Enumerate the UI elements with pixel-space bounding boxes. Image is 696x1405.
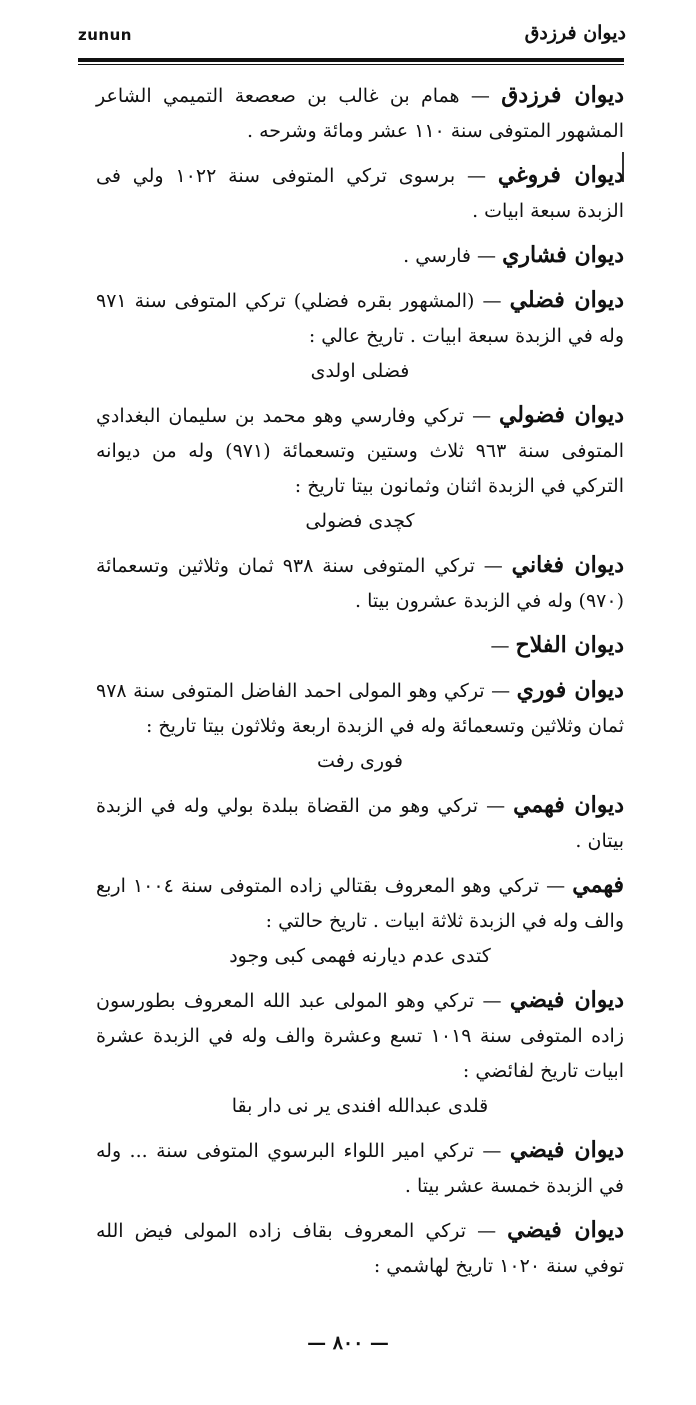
dictionary-entry: [96, 158, 624, 229]
entry-paragraph: [96, 78, 624, 149]
entry-headword: ديوان فيضي: [509, 987, 624, 1013]
entry-verse: قلدى عبدالله افندى ير نى دار بقا: [231, 1095, 489, 1117]
entry-text: — تركي وفارسي وهو محمد بن سليمان البغدادي المتوفى سنة ٩٦٣ ثلاث وستين وتسعمائة (٩٧١) وله من ديوانه التركي في الزبدة اثنان وثمانون بيتا تاريخ :: [96, 405, 625, 497]
entry-headword: ديوان فوري: [516, 677, 624, 703]
entry-text: — برسوى تركي المتوفى سنة ١٠٢٢ ولي فى الزبدة سبعة ابيات .: [96, 165, 624, 222]
entry-paragraph: [96, 628, 624, 664]
entry-verse: فضلى اولدى: [310, 360, 410, 382]
running-header: [70, 22, 626, 52]
dictionary-entry: [96, 238, 624, 274]
entry-headword: ديوان فرزدق: [501, 82, 624, 108]
entry-text: — تركي المعروف بقاف زاده المولى فيض الله توفي سنة ١٠٢٠ تاريخ لهاشمي :: [96, 1220, 624, 1277]
entry-paragraph: [96, 788, 624, 859]
entry-headword: ديوان فشاري: [502, 242, 624, 268]
dictionary-entry: [96, 398, 624, 539]
dictionary-entry: [96, 868, 624, 974]
dictionary-entry: [96, 1133, 624, 1204]
entry-verse: فورى رفت: [317, 750, 403, 772]
entry-paragraph: [96, 868, 624, 939]
entry-text: — فارسي .: [403, 245, 503, 267]
entry-headword: ديوان فهمي: [513, 792, 624, 818]
entry-text: — تركي وهو المعروف بقتالي زاده المتوفى سنة ١٠٠٤ اربع والف وله في الزبدة ثلاثة ابيات . تاريخ حالتي :: [96, 875, 624, 932]
entry-headword: ديوان فروغي: [497, 162, 624, 188]
entry-headword: ديوان فضلي: [509, 287, 624, 313]
entry-paragraph: [96, 238, 624, 274]
entry-paragraph: [96, 1213, 624, 1284]
entry-paragraph: [96, 1133, 624, 1204]
entry-headword: ديوان فغاني: [511, 552, 624, 578]
entry-text: — تركي وهو المولى عبد الله المعروف بطورسون زاده المتوفى سنة ١٠١٩ تسع وعشرة والف وله في الزبدة عشرة ابيات تاريخ لفائضي :: [96, 990, 624, 1082]
entry-paragraph: [96, 548, 624, 619]
dictionary-entry: [96, 983, 624, 1124]
entry-text: — تركي وهو المولى احمد الفاضل المتوفى سنة ٩٧٨ ثمان وثلاثين وتسعمائة وله في الزبدة اربعة وثلاثون بيتا تاريخ :: [96, 680, 624, 737]
entry-verse: كچدى فضولى: [305, 510, 415, 532]
entry-paragraph: [96, 283, 624, 354]
dictionary-entry: [96, 628, 624, 664]
entry-headword: ديوان الفلاح: [515, 632, 624, 658]
entry-paragraph: [96, 673, 624, 744]
entry-headword: فهمي: [572, 872, 624, 898]
entry-headword: ديوان فضولي: [498, 402, 624, 428]
dictionary-entry: [96, 283, 624, 389]
entry-text: — همام بن غالب بن صعصعة التميمي الشاعر المشهور المتوفى سنة ١١٠ عشر ومائة وشرحه .: [96, 85, 624, 142]
dictionary-entry: [96, 548, 624, 619]
entry-text: — تركي وهو من القضاة ببلدة بولي وله في الزبدة بيتان .: [96, 795, 624, 852]
header-left-label: zunun: [78, 26, 132, 44]
dictionary-entry: [96, 673, 624, 779]
dictionary-entry: [96, 788, 624, 859]
entry-paragraph: [96, 158, 624, 229]
entry-headword: ديوان فيضي: [509, 1137, 624, 1163]
page-number: — ٨٠٠ —: [307, 1332, 389, 1354]
header-right-title: ديوان فرزدق: [524, 22, 626, 44]
dictionary-entry: [96, 78, 624, 149]
entry-text: — (المشهور بقره فضلي) تركي المتوفى سنة ٩٧١ وله في الزبدة سبعة ابيات . تاريخ عالي :: [96, 290, 624, 347]
entry-paragraph: [96, 983, 624, 1089]
entry-text: —: [490, 635, 516, 657]
entry-text: — تركي المتوفى سنة ٩٣٨ ثمان وثلاثين وتسعمائة (٩٧٠) وله في الزبدة عشرون بيتا .: [96, 555, 624, 612]
entry-verse: كتدى عدم ديارنه فهمى كبى وجود: [229, 945, 491, 967]
entry-text: — تركي امير اللواء البرسوي المتوفى سنة ... وله في الزبدة خمسة عشر بيتا .: [96, 1140, 624, 1197]
dictionary-entry: [96, 1213, 624, 1284]
header-rule-thin: [78, 64, 624, 65]
entry-paragraph: [96, 398, 624, 504]
entries-body: [96, 78, 624, 1293]
entry-headword: ديوان فيضي: [507, 1217, 624, 1243]
header-rule-thick: [78, 58, 624, 62]
